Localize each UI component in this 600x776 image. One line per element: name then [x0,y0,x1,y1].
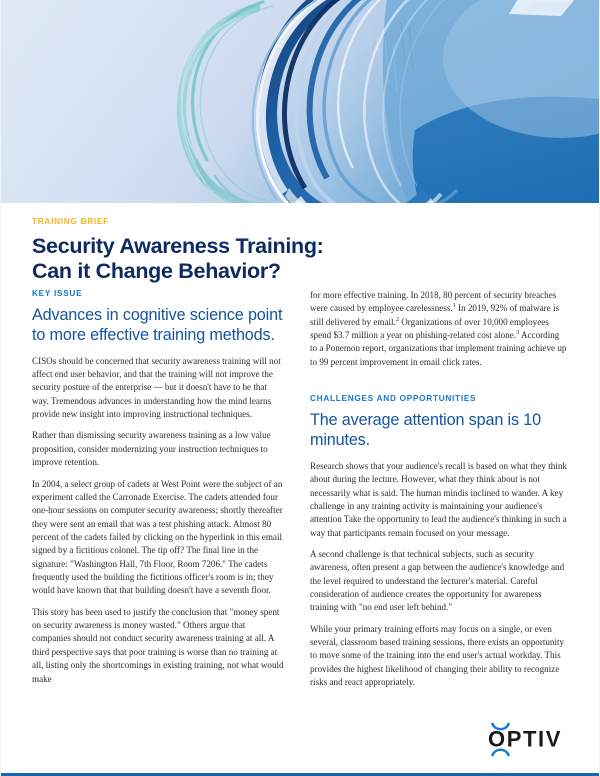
footnote-marker-3: 3 [516,329,520,337]
right-paragraph-3: While your primary training efforts may focus on a single, or even several, classroom based training sessions, there exists an opportunity to move some of the training into the end user's actual workday. This provides the highest likelihood of changing their ability to recognize risks and react appropriately. [310,623,565,688]
page-title [32,234,412,284]
footnote-marker-1: 1 [452,302,456,310]
page-title-line-2: Can it Change Behavior? [32,258,281,283]
left-paragraph-4: This story has been used to justify the conclusion that "money spent on security awareness is money wasted." Others argue that companies should not conduct security awareness training at all. A third perspective says that poor training is worse than no training at all, listing only the shortcomings in existing training, not what would make [32,606,284,684]
logo-wordmark: OPTIV [488,726,563,752]
left-paragraph-2: Rather than dismissing security awareness training as a low value proposition, consider modernizing your instruction techniques to improve retention. [32,430,271,468]
optiv-logo-mark [488,719,574,759]
right-paragraph-1: Research shows that your audience's recall is based on what they think about during the lecture. However, what they think about is not necessarily what is said. The human mindis inclined to wander. A key challenge in any training activity is maintaining your audience's attention Take the opportunity to lead the audience's thinking in such a way that participants remain focused on your message. [310,460,567,538]
optiv-logo [488,719,574,759]
left-paragraph-3: In 2004, a select group of cadets at West Point were the subject of an experiment called the Carronade Exercise. The cadets attended four one-hour sessions on computer security awareness; shortly thereafter they were sent an email that was a test phishing attack. Almost 80 percent of the cadets failed by clicking on the hyperlink in this email signed by a fictitious colonel. The tip off? The final line in the signature: "Washington Hall, 7th Floor, Room 7206." The cadets frequently used the building the fictitious officer's room is in; they would have known that that building doesn't have a seventh floor. [32,478,283,596]
continuation-part-a: for more effective training. In 2018, 80 percent of security breaches were caused by employee carelessness. [310,290,557,314]
left-paragraph-1: CISOs should be concerned that security awareness training will not affect end user behavior, and that the training will not improve the security posture of the enterprise — but it doesn't have to be that way. Tremendous advances in understanding how the mind learns provide new insight into improving instructional techniques. [32,355,281,420]
footnote-marker-2: 2 [395,315,399,323]
right-paragraph-2: A second challenge is that technical subjects, such as security awareness, often present a gap between the audience's knowledge and the level required to understand the lecturer's material. Careful consideration of audience creates the opportunity for awareness training with "no end user left behind." [310,548,565,613]
left-column-heading: Advances in cognitive science point to more effective training methods. [32,305,283,345]
continuation-part-d: According to a Ponemon report, organizations that implement training achieve up to 99 percent improvement in email click rates. [310,330,567,367]
header-banner-graphic [1,0,600,203]
document-kicker: TRAINING BRIEF [32,217,109,226]
continuation-part-c: Organizations of over 10,000 employees spend $3.7 million a year on phishing-related cost alone. [310,316,549,341]
right-column-heading: The average attention span is 10 minutes. [310,411,541,450]
left-column-eyebrow: KEY ISSUE [32,289,83,298]
title-block [32,217,412,284]
right-column [310,289,568,698]
left-column [32,289,284,694]
continuation-part-b: In 2019, 92% of malware is still delivered by email. [310,303,560,327]
page-title-line-1: Security Awareness Training: [32,233,324,258]
banner-swirl-artwork [1,0,600,203]
right-continuation-paragraph [310,289,568,369]
right-column-eyebrow: CHALLENGES AND OPPORTUNITIES [310,394,477,404]
